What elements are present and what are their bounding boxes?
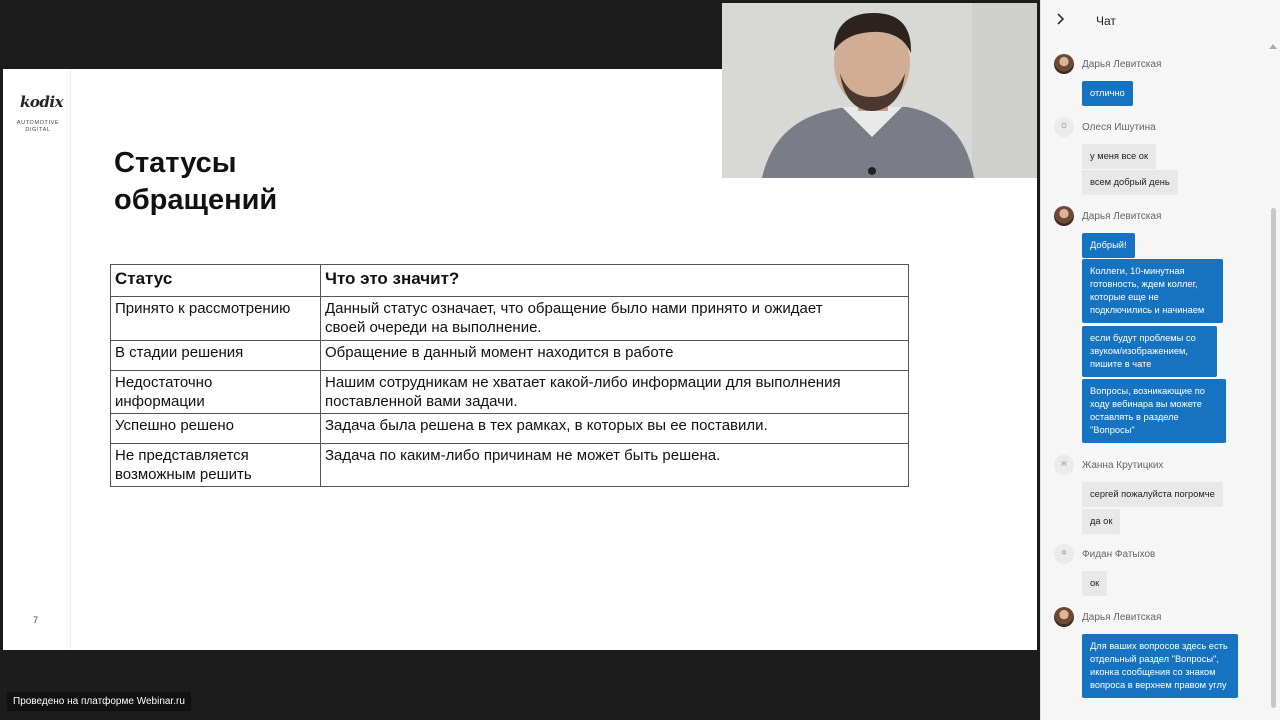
table-header-row [111, 265, 909, 297]
chat-message: сергей пожалуйста погромче [1082, 482, 1223, 507]
avatar [1054, 206, 1074, 226]
cell-meaning: Задача по каким-либо причинам не может быть решена. [321, 444, 909, 487]
chat-author: Олеся Ишутина [1082, 122, 1156, 133]
avatar: Ф [1054, 544, 1074, 564]
cell-status [111, 371, 321, 414]
chat-message: отлично [1082, 81, 1133, 106]
chat-message: Для ваших вопросов здесь есть отдельный раздел "Вопросы", иконка сообщения со знаком вопроса в верхнем правом углу [1082, 634, 1238, 698]
logo-subtitle-line-1: AUTOMOTIVE [16, 120, 60, 126]
chat-author: Дарья Левитская [1082, 612, 1162, 623]
table-row [111, 414, 909, 444]
slide-page-number: 7 [33, 615, 39, 625]
avatar: Ж [1054, 455, 1074, 475]
header-status: Статус [111, 265, 321, 297]
chat-message: у меня все ок [1082, 144, 1156, 169]
cell-status: Принято к рассмотрению [111, 297, 321, 341]
cell-status: В стадии решения [111, 341, 321, 371]
avatar [1054, 607, 1074, 627]
cell-status: Успешно решено [111, 414, 321, 444]
slide-sidebar [3, 69, 71, 650]
status-table [110, 264, 909, 487]
table-row [111, 444, 909, 487]
cell-meaning [321, 297, 909, 341]
chat-scrollbar[interactable] [1271, 208, 1276, 708]
cell-status-line: возможным решить [115, 466, 252, 483]
chevron-right-icon[interactable] [1055, 12, 1071, 30]
chat-message: Коллеги, 10-минутная готовность, ждем коллег, которые еще не подключились и начинаем [1082, 259, 1223, 323]
scroll-up-arrow[interactable] [1269, 44, 1277, 49]
table-row [111, 341, 909, 371]
cell-meaning: Задача была решена в тех рамках, в которых вы ее поставили. [321, 414, 909, 444]
chat-message: Добрый! [1082, 233, 1135, 258]
kodix-logo: kodix [20, 93, 64, 111]
chat-message: всем добрый день [1082, 170, 1178, 195]
cell-meaning: Обращение в данный момент находится в работе [321, 341, 909, 371]
cell-meaning-line: своей очереди на выполнение. [325, 319, 542, 336]
chat-panel [1040, 0, 1280, 720]
avatar [1054, 54, 1074, 74]
slide-title-line-1: Статусы [114, 147, 237, 179]
table-row [111, 297, 909, 341]
table-row [111, 371, 909, 414]
cell-status-line: Не представляется [115, 447, 249, 464]
cell-meaning [321, 371, 909, 414]
chat-author: Дарья Левитская [1082, 211, 1162, 222]
platform-branding: Проведено на платформе Webinar.ru [7, 692, 191, 711]
cell-meaning-line: Нашим сотрудникам не хватает какой-либо информации для выполнения [325, 374, 841, 391]
logo-subtitle [13, 120, 63, 134]
chat-message: ок [1082, 571, 1107, 596]
chat-message: Вопросы, возникающие по ходу вебинара вы можете оставлять в разделе "Вопросы" [1082, 379, 1226, 443]
cell-status-line: Недостаточно [115, 374, 213, 391]
cell-status-line: информации [115, 393, 205, 410]
slide-title [114, 145, 414, 219]
slide-title-line-2: обращений [114, 184, 278, 216]
chat-author: Жанна Крутицких [1082, 460, 1164, 471]
header-meaning: Что это значит? [321, 265, 909, 297]
avatar: О [1054, 117, 1074, 137]
chat-header [1041, 0, 1280, 44]
chat-author: Дарья Левитская [1082, 59, 1162, 70]
presenter-video-image [722, 3, 1037, 178]
chat-message: да ок [1082, 509, 1120, 534]
chat-title: Чат [1096, 14, 1116, 28]
cell-meaning-line: Данный статус означает, что обращение было нами принято и ожидает [325, 300, 823, 317]
presenter-webcam[interactable] [722, 3, 1037, 178]
chat-author: Фидан Фатыхов [1082, 549, 1156, 560]
chat-message: если будут проблемы со звуком/изображением, пишите в чате [1082, 326, 1217, 377]
cell-meaning-line: поставленной вами задачи. [325, 393, 518, 410]
cell-status [111, 444, 321, 487]
logo-subtitle-line-2: DIGITAL [25, 127, 51, 133]
